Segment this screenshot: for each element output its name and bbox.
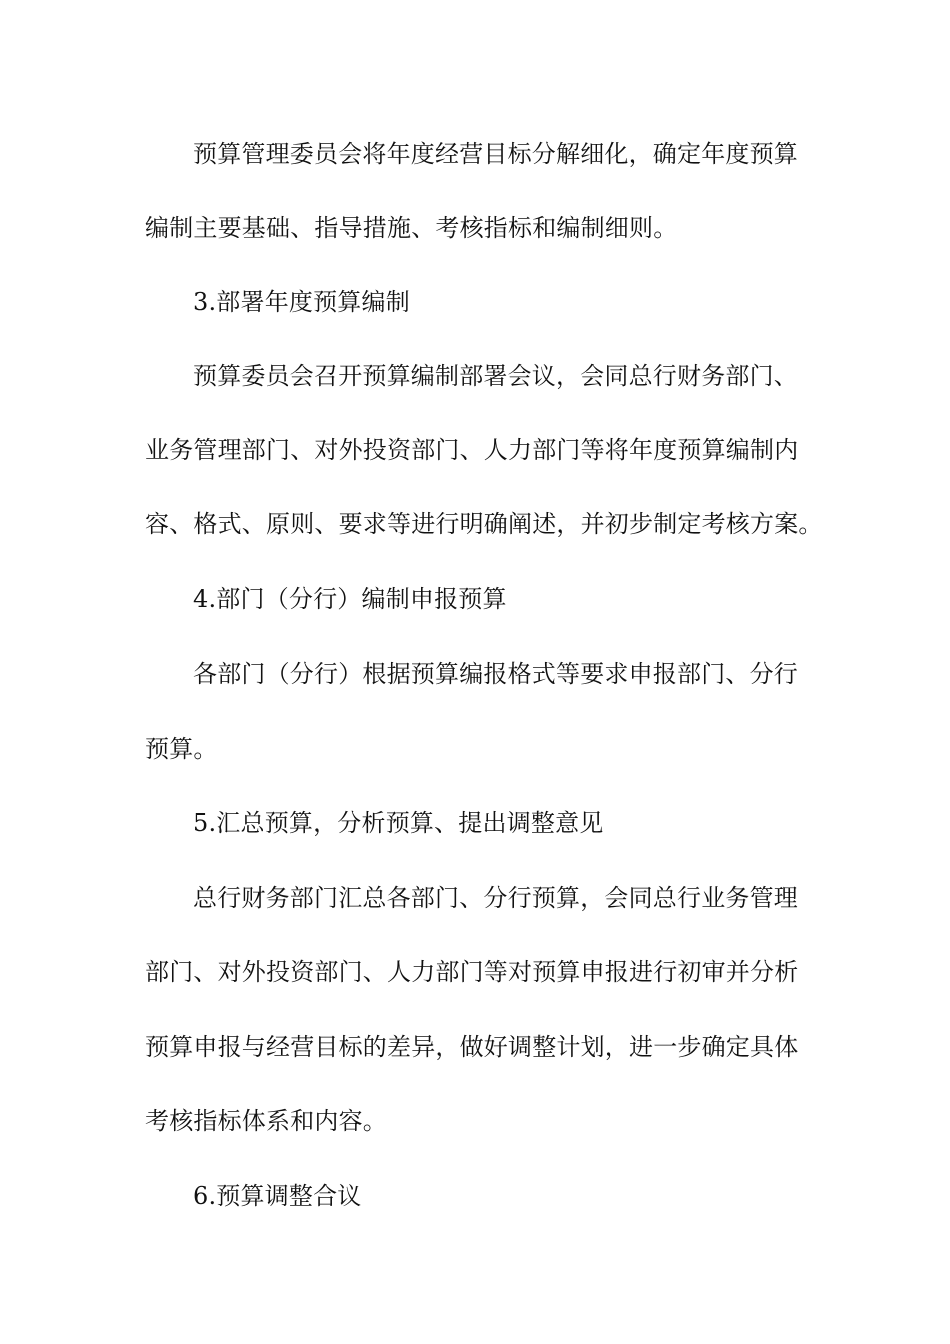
section-heading: 4.部门（分行）编制申报预算 — [193, 585, 507, 613]
paragraph-line: 总行财务部门汇总各部门、分行预算，会同总行业务管理 — [193, 884, 798, 912]
paragraph-line: 编制主要基础、指导措施、考核指标和编制细则。 — [145, 214, 678, 242]
paragraph-line: 容、格式、原则、要求等进行明确阐述，并初步制定考核方案。 — [145, 510, 823, 538]
paragraph-line: 部门、对外投资部门、人力部门等对预算申报进行初审并分析 — [145, 958, 799, 986]
paragraph-line: 业务管理部门、对外投资部门、人力部门等将年度预算编制内 — [145, 436, 799, 464]
section-heading: 3.部署年度预算编制 — [193, 288, 410, 316]
paragraph-line: 预算。 — [145, 735, 218, 763]
paragraph-line: 各部门（分行）根据预算编报格式等要求申报部门、分行 — [193, 660, 798, 688]
section-heading: 5.汇总预算，分析预算、提出调整意见 — [193, 809, 604, 837]
paragraph-line: 预算管理委员会将年度经营目标分解细化，确定年度预算 — [193, 140, 798, 168]
paragraph-line: 预算委员会召开预算编制部署会议，会同总行财务部门、 — [193, 362, 798, 390]
section-heading: 6.预算调整合议 — [193, 1182, 362, 1210]
paragraph-line: 预算申报与经营目标的差异，做好调整计划，进一步确定具体 — [145, 1033, 799, 1061]
paragraph-line: 考核指标体系和内容。 — [145, 1107, 387, 1135]
